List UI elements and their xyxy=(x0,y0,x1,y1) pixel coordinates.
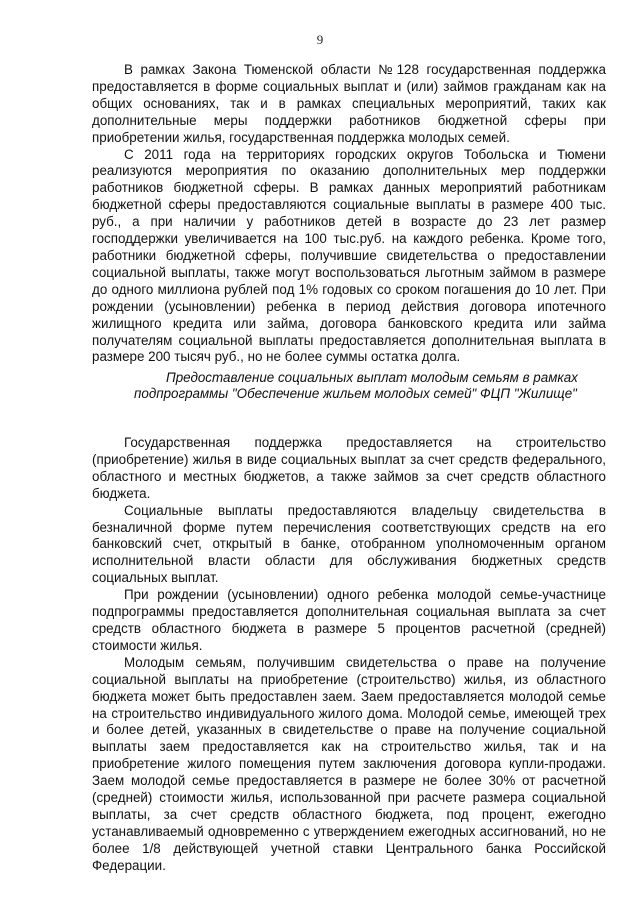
paragraph-budget-workers-support: С 2011 года на территориях городских округов Тобольска и Тюмени реализуются мероприятия по оказанию дополнительных мер поддержки работников бюджетной сферы. В рамках данных мероприятий работникам бюджетной сферы предоставляются социальные выплаты в размере 400 тыс. руб., а при наличии у работников детей в возрасте до 23 лет размер господдержки увеличивается на 100 тыс.руб. на каждого ребенка. Кроме того, работники бюджетной сферы, получившие свидетельства о предоставлении социальной выплаты, также могут воспользоваться льготным займом в размере до одного миллиона рублей под 1% годовых со сроком погашения до 10 лет. При рождении (усыновлении) ребенка в период действия договора ипотечного жилищного кредита или займа, договора банковского кредита или займа получателям социальной выплаты предоставляется дополнительная выплата в размере 200 тысяч руб., но не более суммы остатка долга. xyxy=(92,146,606,365)
section-heading: Предоставление социальных выплат молодым семьям в рамках подпрограммы "Обеспечение жильем молодых семей" ФЦП "Жилище" xyxy=(134,370,578,401)
section-text-block xyxy=(92,370,606,875)
section-spacer xyxy=(92,401,606,435)
paragraph-tyumen-law-128: В рамках Закона Тюменской области №128 государственная поддержка предоставляется в форме социальных выплат и (или) займов гражданам как на общих основаниях, так и в рамках специальных мероприятий, таких как дополнительные меры поддержки работников бюджетной сферы при приобретении жилья, государственная поддержка молодых семей. xyxy=(92,62,606,145)
intro-text-block xyxy=(92,62,606,366)
paragraph-state-support: Государственная поддержка предоставляется на строительство (приобретение) жилья в виде социальных выплат за счет средств федерального, областного и местных бюджетов, а также займов за счет средств областного бюджета. xyxy=(92,435,606,501)
paragraph-young-family-loan: Молодым семьям, получившим свидетельства о праве на получение социальной выплаты на приобретение (строительство) жилья, из областного бюджета может быть предоставлен заем. Заем предоставляется молодой семье на строительство индивидуального жилого дома. Молодой семье, имеющей трех и более детей, указанных в свидетельстве о праве на получение социальной выплаты заем предоставляется как на строительство жилья, так и на приобретение жилого помещения путем заключения договора купли-продажи. Заем молодой семье предоставляется в размере не более 30% от расчетной (средней) стоимости жилья, использованной при расчете размера социальной выплаты, за счет средств областного бюджета, под процент, ежегодно устанавливаемый одновременно с утверждением ежегодных ассигнований, но не более 1/8 действующей учетной ставки Центрального банка Российской Федерации. xyxy=(92,654,606,873)
page-number: 9 xyxy=(316,32,324,47)
paragraph-social-payments-transfer: Социальные выплаты предоставляются владельцу свидетельства в безналичной форме путем перечисления соответствующих средств на его банковский счет, открытый в банке, отобранном уполномоченным органом исполнительной власти области для обслуживания бюджетных средств социальных выплат. xyxy=(92,502,606,586)
paragraph-child-birth-payment: При рождении (усыновлении) одного ребенка молодой семье-участнице подпрограммы предоставляется дополнительная социальная выплата за счет средств областного бюджета в размере 5 процентов расчетной (средней) стоимости жилья. xyxy=(92,587,606,653)
